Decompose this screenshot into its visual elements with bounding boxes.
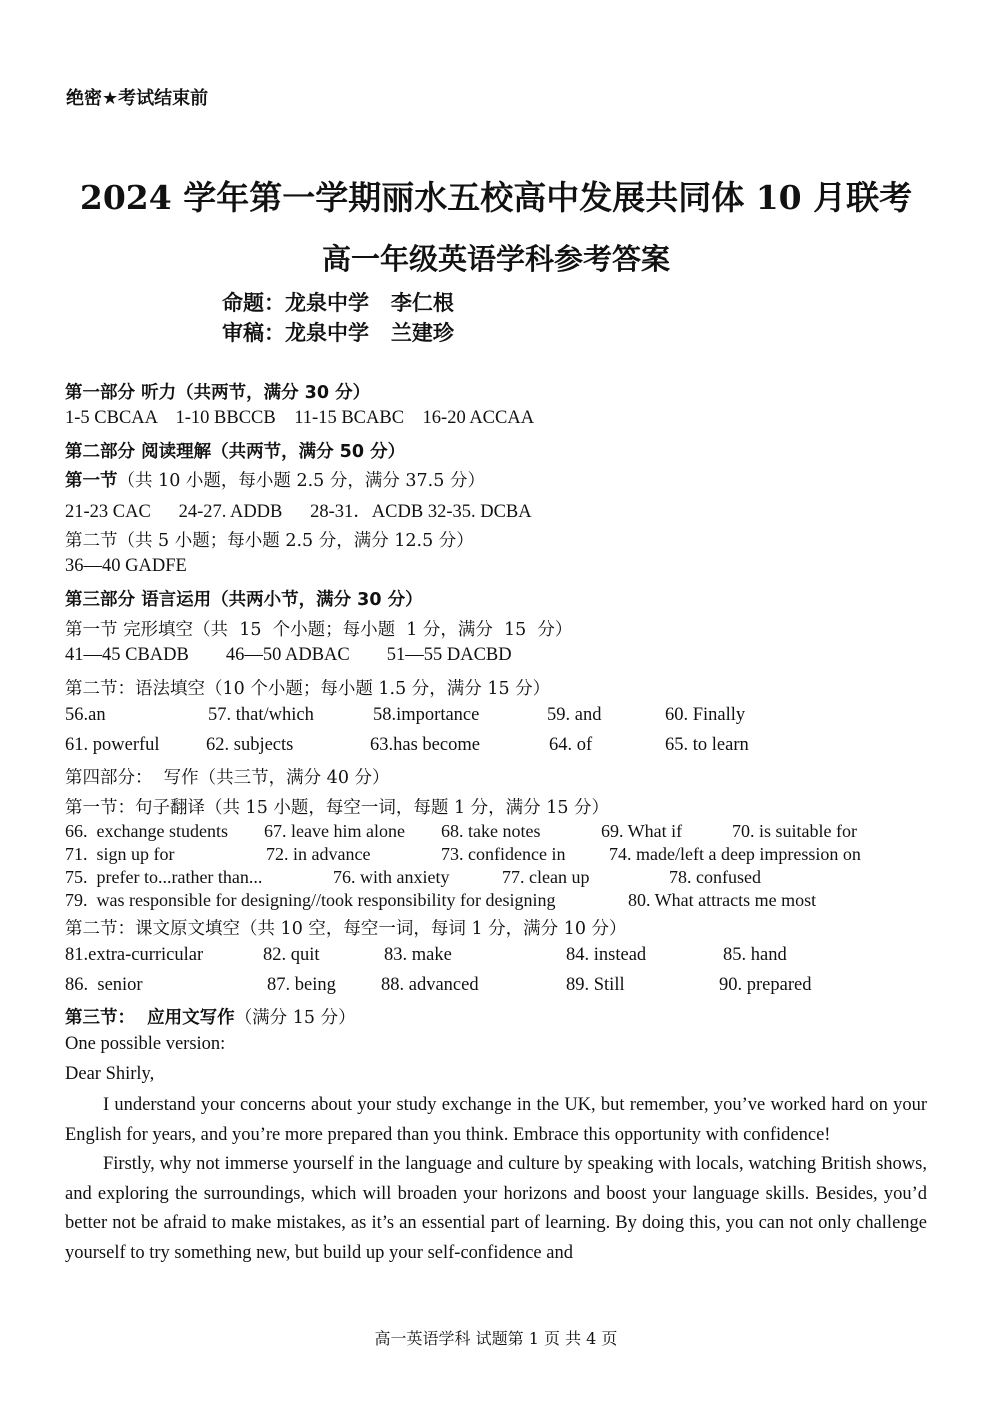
fill-answer: 83. make bbox=[384, 945, 452, 965]
translation-answer: 69. What if bbox=[601, 821, 683, 841]
part3-sec1-answers: 41—45 CBADB 46—50 ADBAC 51—55 DACBD bbox=[65, 645, 512, 665]
exam-title: 2024 学年第一学期丽水五校高中发展共同体 10 月联考 bbox=[79, 178, 913, 217]
fill-answer: 90. prepared bbox=[719, 975, 812, 995]
fill-answer: 86. senior bbox=[65, 975, 143, 995]
exam-subtitle: 高一年级英语学科参考答案 bbox=[321, 242, 670, 276]
translation-answer: 73. confidence in bbox=[441, 844, 566, 864]
translation-answer: 79. was responsible for designing//took responsibility for designing bbox=[65, 890, 556, 910]
essay-body bbox=[65, 1091, 927, 1268]
part4-sec3-heading bbox=[65, 1004, 356, 1029]
translation-answer: 70. is suitable for bbox=[732, 821, 857, 841]
fill-answer: 88. advanced bbox=[381, 975, 479, 995]
grammar-answer: 60. Finally bbox=[665, 705, 746, 725]
grammar-answer: 65. to learn bbox=[665, 735, 749, 755]
translation-answer: 75. prefer to...rather than... bbox=[65, 867, 263, 887]
translation-answer: 78. confused bbox=[669, 867, 761, 887]
translation-answer: 77. clean up bbox=[502, 867, 590, 887]
page-footer: 高一英语学科 试题第 1 页 共 4 页 bbox=[374, 1329, 618, 1348]
part3-sec2-heading: 第二节：语法填空（10 个小题；每小题 1.5 分，满分 15 分） bbox=[65, 679, 551, 699]
grammar-answer: 58.importance bbox=[373, 705, 480, 725]
grammar-answer: 57. that/which bbox=[208, 705, 314, 725]
translation-answer: 71. sign up for bbox=[65, 844, 175, 864]
grammar-answer: 62. subjects bbox=[206, 735, 294, 755]
part1-answers: 1-5 CBCAA 1-10 BBCCB 11-15 BCABC 16-20 ACCAA bbox=[65, 408, 535, 428]
fill-answer: 87. being bbox=[267, 975, 336, 995]
part4-sec2-heading: 第二节：课文原文填空（共 10 空，每空一词，每词 1 分，满分 10 分） bbox=[65, 919, 627, 939]
fill-answer: 81.extra-curricular bbox=[65, 945, 204, 965]
confidential-mark: 绝密★考试结束前 bbox=[66, 88, 209, 109]
fill-answer: 84. instead bbox=[566, 945, 647, 965]
translation-answer: 66. exchange students bbox=[65, 821, 228, 841]
essay-intro: One possible version: bbox=[65, 1034, 226, 1054]
part4-sec3-label: 第三节： 应用文写作 bbox=[65, 1008, 235, 1028]
part4-sec3-desc: （满分 15 分） bbox=[234, 1008, 356, 1028]
translation-answer: 80. What attracts me most bbox=[628, 890, 817, 910]
translation-answer: 74. made/left a deep impression on bbox=[609, 844, 861, 864]
grammar-answer: 64. of bbox=[549, 735, 593, 755]
part2-sec2-heading: 第二节（共 5 小题；每小题 2.5 分，满分 12.5 分） bbox=[65, 531, 474, 551]
essay-paragraph-1: I understand your concerns about your study exchange in the UK, but remember, you’ve worked hard on your English for years, and you’re more prepared than you think. Embrace this opportunity with confidence! bbox=[65, 1095, 927, 1145]
reviewer-line: 审稿：龙泉中学 兰建珍 bbox=[222, 321, 454, 345]
grammar-answer: 63.has become bbox=[370, 735, 480, 755]
part2-sec1-label: 第一节 bbox=[65, 471, 118, 491]
part2-sec2-answers: 36—40 GADFE bbox=[65, 556, 187, 576]
part2-sec1-desc: （共 10 小题，每小题 2.5 分，满分 37.5 分） bbox=[117, 471, 485, 491]
translation-answer: 67. leave him alone bbox=[264, 821, 405, 841]
part2-sec1-answers: 21-23 CAC 24-27. ADDB 28-31．ACDB 32-35. DCBA bbox=[65, 502, 532, 522]
part3-heading: 第三部分 语言运用（共两小节，满分 30 分） bbox=[65, 590, 423, 610]
part3-sec1-heading: 第一节 完形填空（共 15 个小题；每小题 1 分，满分 15 分） bbox=[65, 620, 573, 640]
part4-heading: 第四部分： 写作（共三节，满分 40 分） bbox=[65, 768, 390, 788]
translation-answer: 68. take notes bbox=[441, 821, 541, 841]
grammar-answer: 59. and bbox=[547, 705, 602, 725]
grammar-answer: 56.an bbox=[65, 705, 106, 725]
part1-heading: 第一部分 听力（共两节，满分 30 分） bbox=[65, 383, 371, 403]
part2-heading: 第二部分 阅读理解（共两节，满分 50 分） bbox=[65, 442, 406, 462]
translation-answer: 72. in advance bbox=[266, 844, 371, 864]
fill-answer: 89. Still bbox=[566, 975, 625, 995]
essay-paragraph-2: Firstly, why not immerse yourself in the language and culture by speaking with locals, watching British shows, and exploring the surroundings, which will broaden your horizons and boost your language skills. Besides, you’d better not be afraid to make mistakes, as it’s an essential part of learning. By doing this, you can not only challenge yourself to try something new, but build up your self-confidence and bbox=[65, 1154, 927, 1263]
grammar-answer: 61. powerful bbox=[65, 735, 160, 755]
translation-answer: 76. with anxiety bbox=[333, 867, 450, 887]
author-line: 命题：龙泉中学 李仁根 bbox=[222, 291, 454, 315]
fill-answer: 85. hand bbox=[723, 945, 787, 965]
fill-answer: 82. quit bbox=[263, 945, 320, 965]
part2-sec1-heading bbox=[65, 467, 485, 492]
part4-sec1-heading: 第一节：句子翻译（共 15 小题，每空一词，每题 1 分，满分 15 分） bbox=[65, 798, 610, 818]
essay-greeting: Dear Shirly, bbox=[65, 1064, 155, 1084]
